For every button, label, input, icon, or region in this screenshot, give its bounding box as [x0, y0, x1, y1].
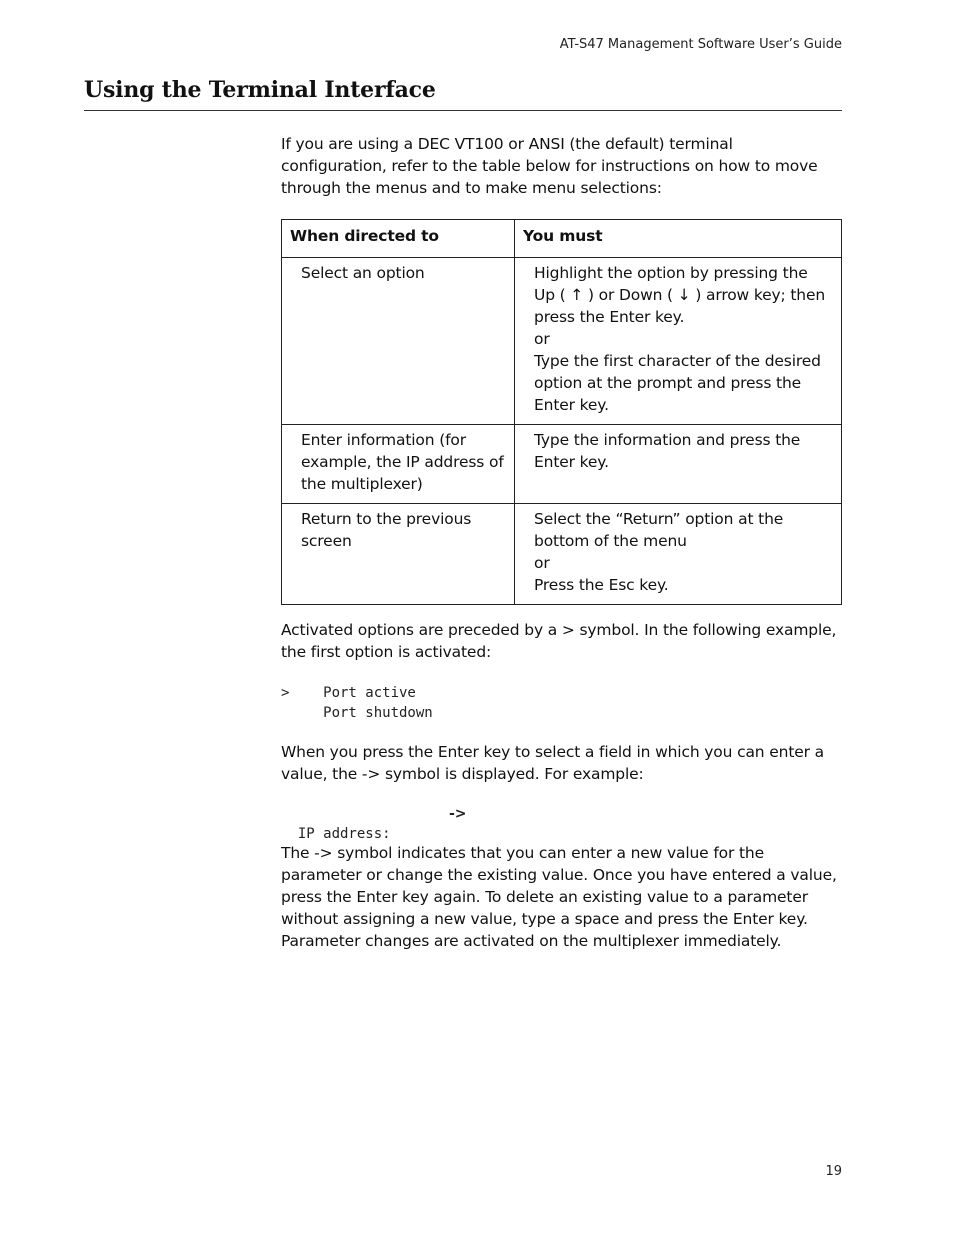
navigation-table [281, 219, 842, 605]
intro-paragraph: If you are using a DEC VT100 or ANSI (the default) terminal configuration, refer to the table below for instructions on how to move through the menus and to make menu selections: [281, 135, 818, 197]
section-title: Using the Terminal Interface [84, 77, 436, 103]
table-row [282, 504, 842, 605]
cell-directed: Return to the previous screen [282, 504, 515, 605]
cell-must: Select the “Return” option at the bottom of the menu or Press the Esc key. [515, 504, 842, 605]
activated-paragraph: Activated options are preceded by a > symbol. In the following example, the first option is activated: [281, 621, 837, 661]
cell-must: Highlight the option by pressing the Up ( ↑ ) or Down ( ↓ ) arrow key; then press the Enter key. or Type the first character of the desired option at the prompt and press the Enter key. [515, 258, 842, 425]
title-rule [84, 110, 842, 111]
code-line-port-shutdown: Port shutdown [281, 705, 433, 721]
running-header: AT-S47 Management Software User’s Guide [559, 37, 842, 52]
table-row [282, 258, 842, 425]
table-row [282, 425, 842, 504]
cell-directed: Select an option [282, 258, 515, 425]
final-paragraph: The -> symbol indicates that you can enter a new value for the parameter or change the existing value. Once you have entered a value, press the Enter key again. To delete an existing value to a parameter without assigning a new value, type a space and press the Enter key. Parameter changes are activated on the multiplexer immediately. [281, 844, 837, 950]
code-line-port-active: > Port active [281, 685, 416, 701]
enter-paragraph: When you press the Enter key to select a field in which you can enter a value, the -> symbol is displayed. For example: [281, 743, 824, 783]
column-header-directed: When directed to [282, 220, 515, 258]
ip-address-label: IP address: [297, 826, 391, 842]
column-header-must: You must [515, 220, 842, 258]
cell-directed: Enter information (for example, the IP address of the multiplexer) [282, 425, 515, 504]
table-header-row [282, 220, 842, 258]
cell-must: Type the information and press the Enter key. [515, 425, 842, 504]
entry-arrow-symbol: -> [449, 806, 467, 822]
example-menu-code [281, 683, 433, 723]
page-number: 19 [825, 1164, 842, 1179]
